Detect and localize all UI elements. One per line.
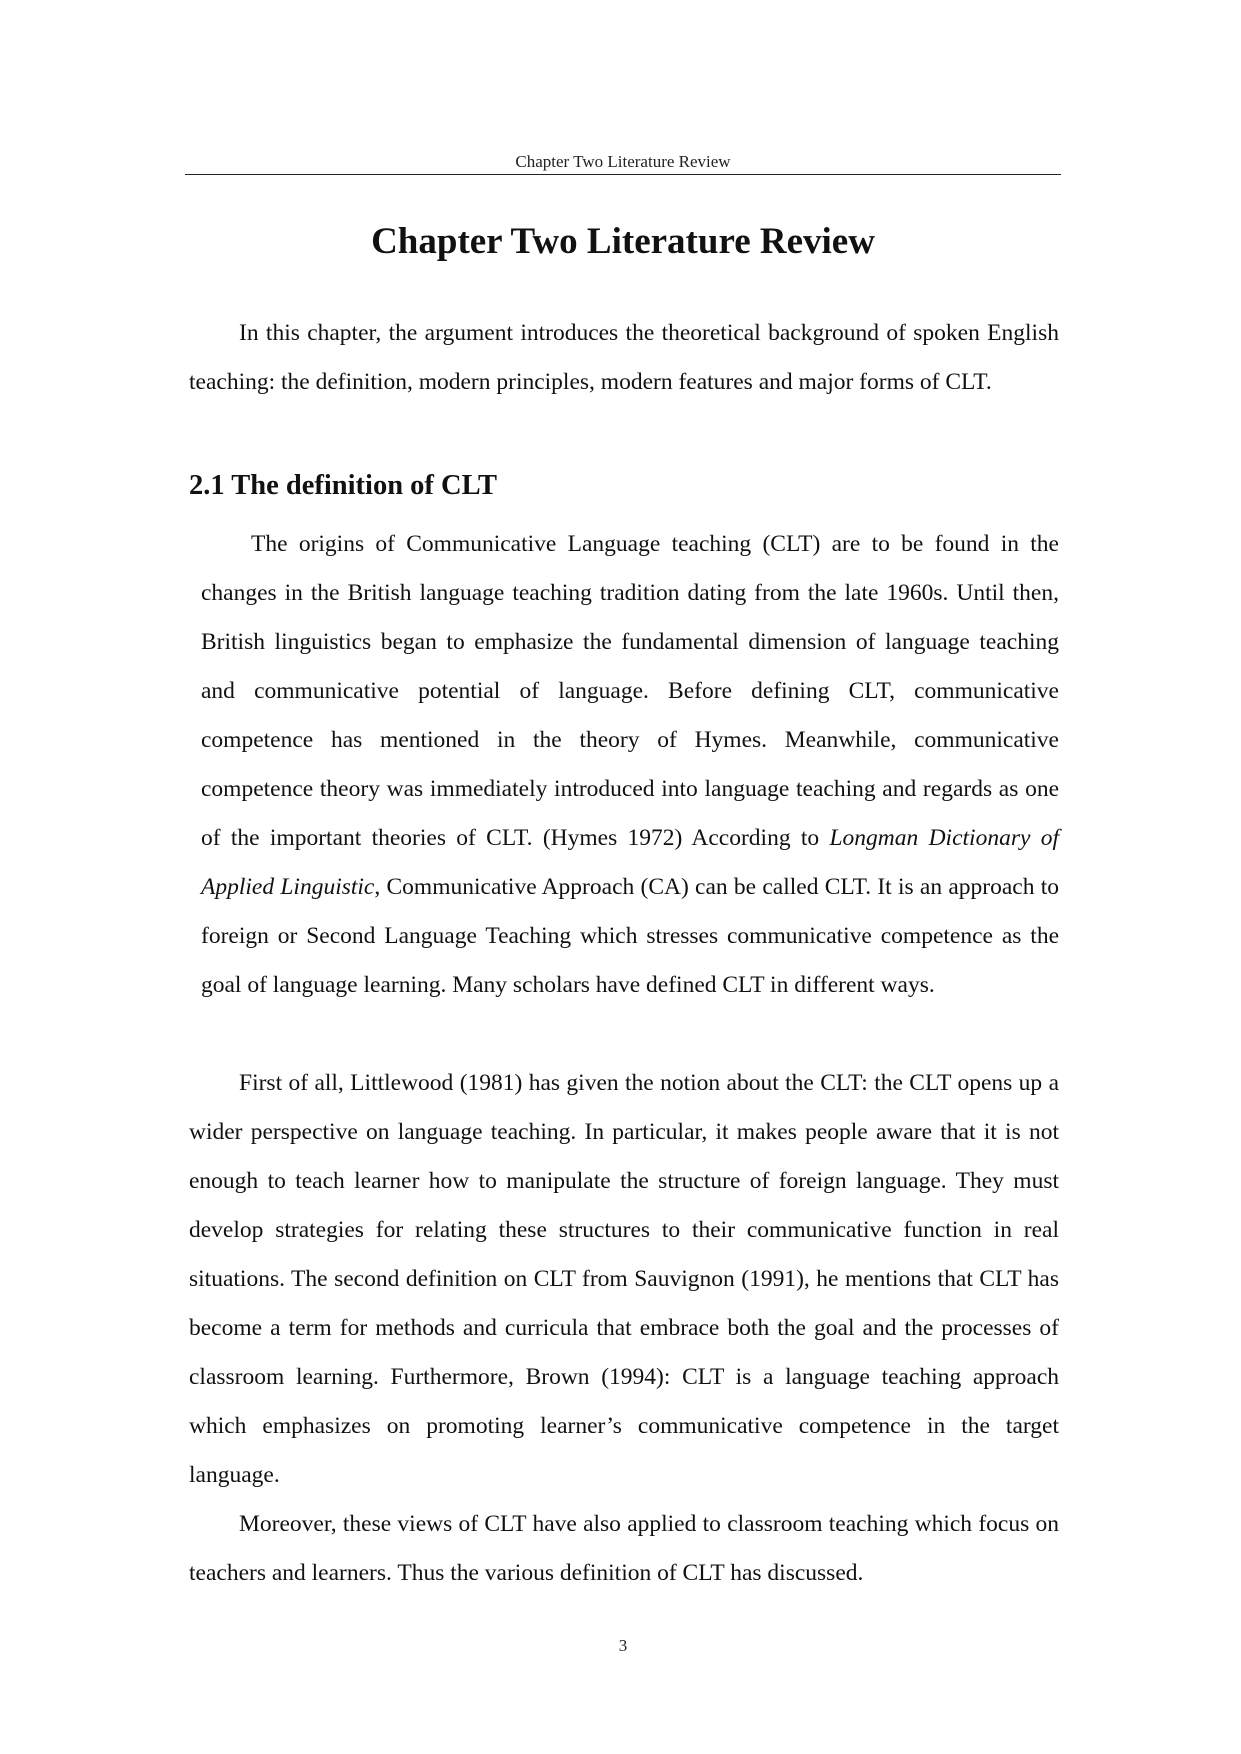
chapter-title: Chapter Two Literature Review [371,221,875,262]
origins-text-start: The origins of Communicative Language teaching (CLT) are to be found in the changes in the British language teaching tradition dating from the late 1960s. Until then, British linguistics began to emphasize the fundamental dimension of language teaching and communicative potential of language. Before defining CLT, communicative competence has mentioned in the theory of Hymes. Meanwhile, communicative competence theory was immediately introduced into language teaching and regards as one of the important theories of CLT. (Hymes 1972) According to [201,531,1059,851]
running-header: Chapter Two Literature Review [515,152,731,171]
origins-text-end: , Communicative Approach (CA) can be called CLT. It is an approach to foreign or Second Language Teaching which stresses communicative competence as the goal of language learning. Many scholars have defined CLT in different ways. [201,874,1060,998]
origins-paragraph [201,520,1059,1010]
header-rule [185,174,1061,175]
dictionary-title: Longman Dictionary of Applied Linguistic [201,825,1059,900]
definitions-paragraph: First of all, Littlewood (1981) has given the notion about the CLT: the CLT opens up a wider perspective on language teaching. In particular, it makes people aware that it is not enough to teach learner how to manipulate the structure of foreign language. They must develop strategies for relating these structures to their communicative function in real situations. The second definition on CLT from Sauvignon (1991), he mentions that CLT has become a term for methods and curricula that embrace both the goal and the processes of classroom learning. Furthermore, Brown (1994): CLT is a language teaching approach which emphasizes on promoting learner’s communicative competence in the target language. [189,1070,1059,1488]
section-heading: 2.1 The definition of CLT [189,470,498,501]
conclusion-paragraph: Moreover, these views of CLT have also applied to classroom teaching which focus on teachers and learners. Thus the various definition of CLT has discussed. [189,1511,1059,1586]
page-number: 3 [618,1636,628,1655]
intro-paragraph: In this chapter, the argument introduces the theoretical background of spoken English teaching: the definition, modern principles, modern features and major forms of CLT. [189,320,1059,395]
